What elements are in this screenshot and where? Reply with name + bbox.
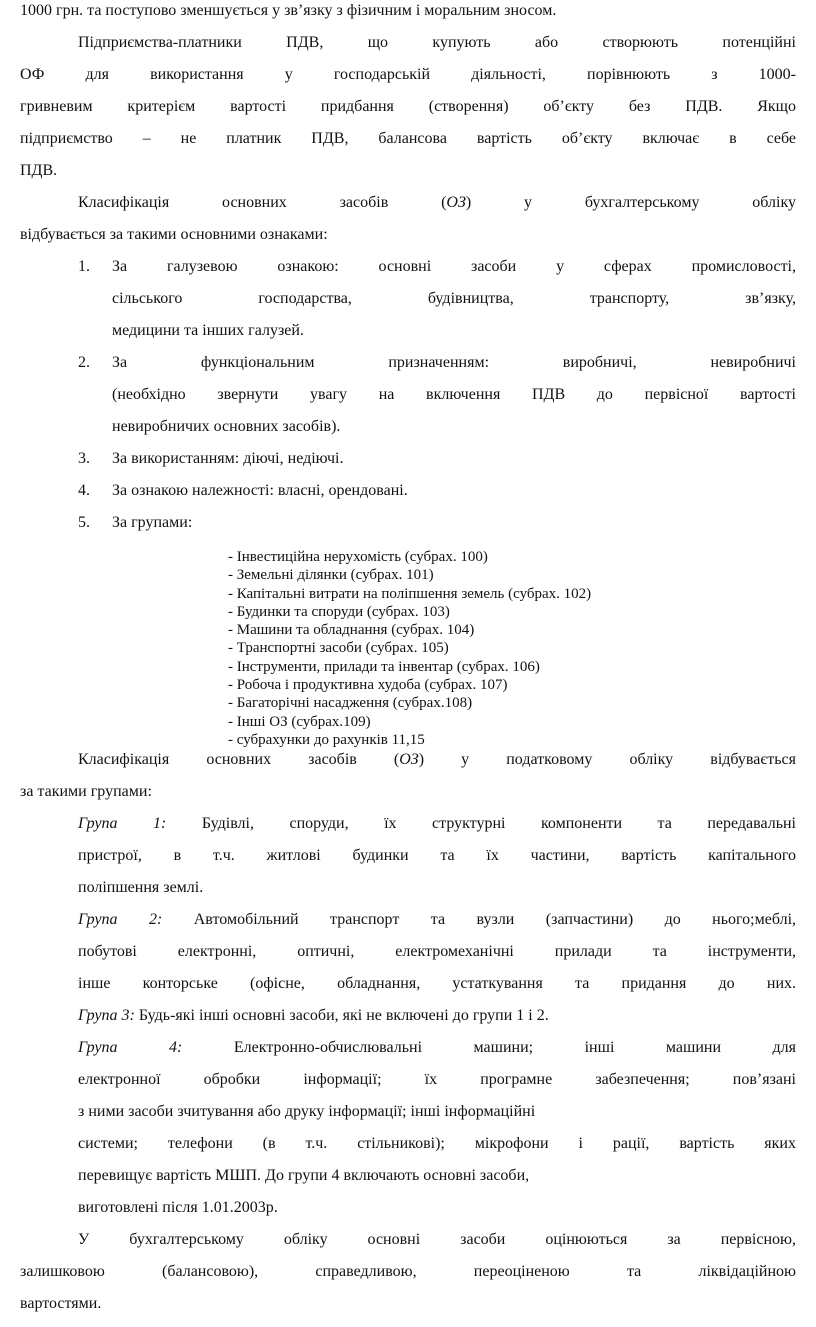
- subaccount-item: - Транспортні засоби (субрах. 105): [228, 640, 449, 657]
- item-text: сільського господарства, будівництва, транспорту, зв’язку,: [112, 290, 796, 307]
- vat-line: гривневим критерієм вартості придбання (створення) об’єкту без ПДВ. Якщо: [20, 98, 796, 115]
- tax-group-4: [78, 1039, 796, 1231]
- item-number: 1.: [78, 258, 90, 275]
- tax-groups: [20, 815, 796, 1231]
- subaccount-item: - Інструменти, прилади та інвентар (субрах. 106): [228, 658, 540, 675]
- item-number: 2.: [78, 354, 90, 371]
- intro-line: 1000 грн. та поступово зменшується у зв’язку з фізичним і моральним зносом.: [20, 2, 557, 19]
- item-number: 4.: [78, 482, 90, 499]
- subaccount-item: - Інвестиційна нерухомість (субрах. 100): [228, 549, 488, 565]
- accounting-classification-line: Класифікація основних засобів (ОЗ) у бухгалтерському обліку: [78, 194, 796, 211]
- list-item: [20, 450, 796, 482]
- list-item: [20, 258, 796, 354]
- accounting-classification-paragraph: [20, 194, 796, 258]
- accounting-classification-line: відбувається за такими основними ознаками:: [20, 226, 328, 243]
- group-line: інше конторське (офісне, обладнання, устаткування та придання до них.: [78, 975, 796, 993]
- list-item: [20, 514, 796, 546]
- vat-line: підприємство – не платник ПДВ, балансова вартість об’єкту включає в себе: [20, 130, 796, 147]
- group-line: Група 2: Автомобільний транспорт та вузли (запчастини) до нього;меблі,: [78, 911, 796, 929]
- group-label: Група 4:: [78, 1039, 183, 1057]
- item-text: За групами:: [112, 514, 193, 531]
- group-line: пристрої, в т.ч. житлові будинки та їх частини, вартість капітального: [78, 847, 796, 865]
- item-text: За галузевою ознакою: основні засоби у сферах промисловості,: [112, 258, 796, 275]
- item-text: За ознакою належності: власні, орендовані.: [112, 482, 408, 499]
- subaccount-item: - Робоча і продуктивна худоба (субрах. 107): [228, 677, 508, 694]
- subaccount-item: - субрахунки до рахунків 11,15: [228, 731, 425, 748]
- abbr-oz: ОЗ: [446, 194, 466, 211]
- tax-classification-line: Класифікація основних засобів (ОЗ) у податковому обліку відбувається: [78, 751, 796, 769]
- closing-line: вартостями.: [20, 1295, 102, 1313]
- document-page: [20, 0, 796, 1327]
- item-number: 3.: [78, 450, 90, 467]
- tax-group-2: [78, 911, 796, 1007]
- vat-line: ПДВ.: [20, 162, 58, 179]
- tax-group-1: [78, 815, 796, 911]
- subaccount-item: - Капітальні витрати на поліпшення земель (субрах. 102): [228, 585, 592, 602]
- group-line: Група 4: Електронно-обчислювальні машини; інші машини для: [78, 1039, 796, 1057]
- criteria-list: [20, 258, 796, 546]
- tax-group-3: [78, 1007, 796, 1039]
- abbr-oz: ОЗ: [399, 751, 419, 769]
- tax-classification-paragraph: [20, 751, 796, 815]
- tax-classification-line: за такими групами:: [20, 783, 152, 801]
- group-label: Група 2:: [78, 911, 163, 929]
- item-number: 5.: [78, 514, 90, 531]
- closing-paragraph: [20, 1231, 796, 1327]
- item-text: За використанням: діючі, недіючі.: [112, 450, 344, 467]
- group-label: Група 3:: [78, 1007, 135, 1025]
- subaccount-list: [228, 548, 796, 749]
- group-line: Група 1: Будівлі, споруди, їх структурні компоненти та передавальні: [78, 815, 796, 833]
- closing-line: залишковою (балансовою), справедливою, переоціненою та ліквідаційною: [20, 1263, 796, 1281]
- group-line: поліпшення землі.: [78, 879, 204, 897]
- vat-paragraph: [20, 34, 796, 194]
- item-text: За функціональним призначенням: виробничі, невиробничі: [112, 354, 796, 371]
- item-text: (необхідно звернути увагу на включення ПДВ до первісної вартості: [112, 386, 796, 403]
- subaccount-item: - Будинки та споруди (субрах. 103): [228, 603, 450, 620]
- group-label: Група 1:: [78, 815, 167, 833]
- group-line: електронної обробки інформації; їх програмне забезпечення; пов’язані: [78, 1071, 796, 1089]
- subaccount-item: - Земельні ділянки (субрах. 101): [228, 567, 434, 584]
- list-item: [20, 354, 796, 450]
- subaccount-item: - Машини та обладнання (субрах. 104): [228, 622, 475, 639]
- group-line: з ними засоби зчитування або друку інформації; інші інформаційні: [78, 1103, 536, 1121]
- group-line: виготовлені після 1.01.2003р.: [78, 1199, 278, 1217]
- list-item: [20, 482, 796, 514]
- vat-line: Підприємства-платники ПДВ, що купують або створюють потенційні: [78, 34, 796, 51]
- closing-line: У бухгалтерському обліку основні засоби оцінюються за первісною,: [78, 1231, 796, 1249]
- subaccount-item: - Багаторічні насадження (субрах.108): [228, 695, 473, 712]
- group-line: побутові електронні, оптичні, електромеханічні прилади та інструменти,: [78, 943, 796, 961]
- vat-line: ОФ для використання у господарській діяльності, порівнюють з 1000-: [20, 66, 796, 83]
- group-line: перевищує вартість МШП. До групи 4 включають основні засоби,: [78, 1167, 530, 1185]
- item-text: невиробничих основних засобів).: [112, 418, 341, 435]
- group-line: системи; телефони (в т.ч. стільникові); мікрофони і рації, вартість яких: [78, 1135, 796, 1153]
- subaccount-item: - Інші ОЗ (субрах.109): [228, 713, 371, 730]
- group-line: Група 3: Будь-які інші основні засоби, які не включені до групи 1 і 2.: [78, 1007, 549, 1025]
- item-text: медицини та інших галузей.: [112, 322, 304, 339]
